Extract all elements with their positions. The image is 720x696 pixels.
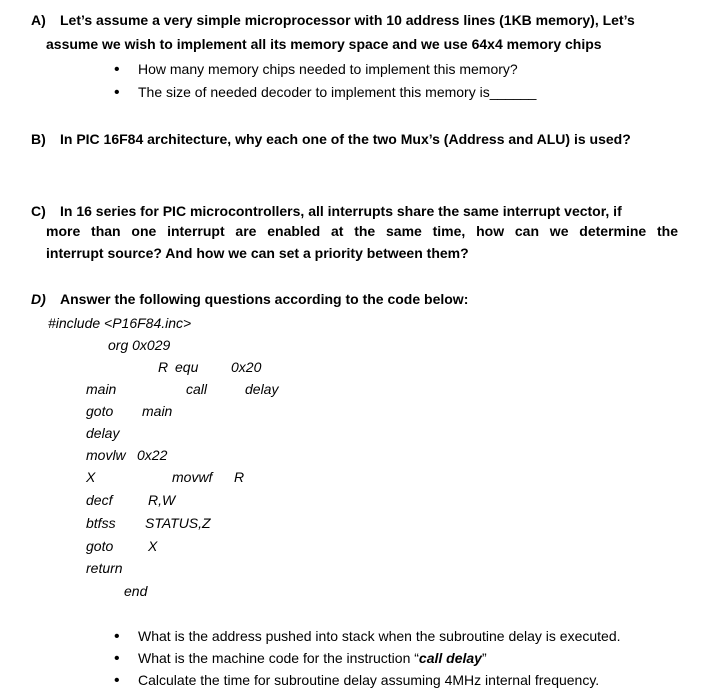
- code-decf-arg: R,W: [148, 492, 176, 508]
- section-b-text: In PIC 16F84 architecture, why each one of the two Mux’s (Address and ALU) is used?: [60, 131, 631, 147]
- code-movwf: movwf: [172, 469, 213, 485]
- code-ref-call-delay: call delay: [418, 650, 482, 666]
- bullet-icon: •: [114, 61, 120, 78]
- code-main-label: main: [86, 381, 117, 397]
- code-equ-value: 0x20: [231, 359, 262, 375]
- list-item: • What is the machine code for the instruction “call delay”: [114, 650, 487, 667]
- section-a-label: A): [31, 12, 46, 28]
- code-delay-label: delay: [86, 425, 120, 441]
- code-goto-1-target: main: [142, 403, 173, 419]
- section-c-line3: interrupt source? And how we can set a priority between them?: [46, 245, 469, 261]
- code-movlw: movlw: [86, 447, 126, 463]
- code-goto-2-target: X: [148, 538, 158, 554]
- code-decf: decf: [86, 492, 113, 508]
- section-d-header: [31, 289, 468, 310]
- code-return: return: [86, 560, 123, 576]
- code-r-label: R: [158, 359, 169, 375]
- code-btfss-arg: STATUS,Z: [145, 515, 211, 531]
- code-goto-1: goto: [86, 403, 114, 419]
- code-equ: equ: [175, 359, 199, 375]
- section-b: [31, 129, 631, 150]
- section-c-text-1: In 16 series for PIC microcontrollers, all interrupts share the same interrupt vector, if: [60, 203, 622, 219]
- section-c-line2: more than one interrupt are enabled at the same time, how can we determine the: [46, 223, 678, 239]
- bullet-icon: •: [114, 672, 120, 689]
- list-item: • What is the address pushed into stack when the subroutine delay is executed.: [114, 628, 621, 645]
- bullet-icon: •: [114, 650, 120, 667]
- code-call-target: delay: [245, 381, 279, 397]
- code-call: call: [186, 381, 208, 397]
- code-org: org 0x029: [108, 337, 171, 353]
- section-a-line1: [31, 10, 635, 31]
- code-movlw-arg: 0x22: [137, 447, 168, 463]
- section-a-line2: assume we wish to implement all its memory space and we use 64x4 memory chips: [46, 36, 602, 52]
- code-include: #include <P16F84.inc>: [48, 315, 192, 331]
- section-a-bullets: [112, 59, 536, 103]
- section-b-label: B): [31, 131, 46, 147]
- bullet-icon: •: [114, 628, 120, 645]
- bullet-icon: •: [114, 84, 120, 101]
- list-item: • Calculate the time for subroutine delay assuming 4MHz internal frequency.: [114, 672, 600, 689]
- section-a-text-1: Let’s assume a very simple microprocessor with 10 address lines (1KB memory), Let’s: [60, 12, 635, 28]
- code-movwf-arg: R: [234, 469, 245, 485]
- code-goto-2: goto: [86, 538, 114, 554]
- code-btfss: btfss: [86, 515, 116, 531]
- list-item: • How many memory chips needed to implement this memory?: [114, 61, 518, 78]
- section-d-label: D): [31, 291, 46, 307]
- section-d-text: Answer the following questions according to the code below:: [60, 291, 469, 307]
- code-x-label: X: [86, 469, 96, 485]
- section-d-bullets: [112, 626, 621, 691]
- section-c-label: C): [31, 203, 46, 219]
- code-end: end: [124, 583, 148, 599]
- section-c-line1: [31, 201, 622, 222]
- list-item: • The size of needed decoder to implement this memory is______: [114, 84, 537, 101]
